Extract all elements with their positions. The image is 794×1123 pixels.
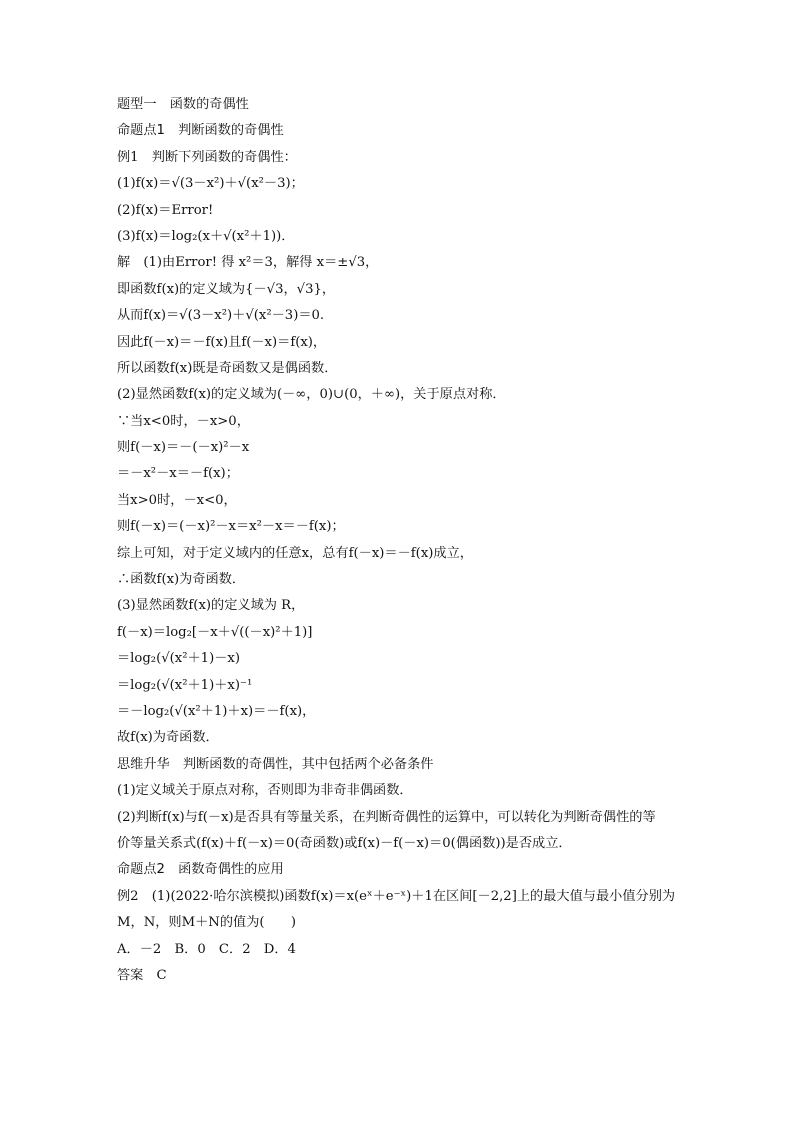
solution-line: 则f(－x)＝－(－x)²－x [117,440,250,456]
solution-line: ＝－x²－x＝－f(x)； [117,466,239,482]
solution-line: 所以函数f(x)既是奇函数又是偶函数． [117,360,338,376]
solution-line: (2)显然函数f(x)的定义域为(－∞，0)∪(0，＋∞)，关于原点对称． [117,387,506,403]
subsection-heading: 命题点2 函数奇偶性的应用 [117,862,284,878]
summary-item: (2)判断f(x)与f(－x)是否具有等量关系，在判断奇偶性的运算中，可以转化为判断奇偶性的等 [117,809,656,825]
solution-line: 故f(x)为奇函数． [117,730,219,746]
solution-line: ＝－log₂(√(x²＋1)＋x)＝－f(x)， [117,703,316,719]
question-item: (1)f(x)＝√(3－x²)＋√(x²－3)； [117,176,304,192]
solution-line: ＝log₂(√(x²＋1)＋x)⁻¹ [117,677,253,693]
solution-line: ∵当x<0时，－x>0， [117,413,250,429]
example-title: 例1 判断下列函数的奇偶性： [117,149,297,165]
summary-item: (1)定义域关于原点对称，否则即为非奇非偶函数． [117,783,413,799]
solution-line: 综上可知，对于定义域内的任意x，总有f(－x)＝－f(x)成立， [117,545,473,561]
solution-line: ＝log₂(√(x²＋1)－x) [117,651,240,667]
solution-line: ∴函数f(x)为奇函数． [117,572,246,588]
solution-line: (3)显然函数f(x)的定义域为 R， [117,598,305,614]
section-heading: 题型一 函数的奇偶性 [117,97,249,112]
document-body [117,92,687,989]
summary-item: 价等量关系式(f(x)＋f(－x)＝0(奇函数)或f(x)－f(－x)＝0(偶函数))是否成立． [117,835,572,851]
solution-line: 解 (1)由Error! 得 x²＝3，解得 x＝±√3， [117,255,379,271]
solution-line: 则f(－x)＝(－x)²－x＝x²－x＝－f(x)； [117,519,345,535]
solution-line: 即函数f(x)的定义域为{－√3，√3}， [117,281,336,297]
solution-line: f(－x)＝log₂[－x＋√((－x)²＋1)] [117,624,313,640]
answer-choices: A．－2 B．0 C．2 D．4 [117,941,296,957]
question-item: (2)f(x)＝Error! [117,202,214,218]
solution-line: 当x>0时，－x<0， [117,492,237,508]
example-question: M，N，则M＋N的值为( ) [117,915,297,931]
solution-line: 从而f(x)＝√(3－x²)＋√(x²－3)＝0. [117,308,325,324]
subsection-heading: 命题点1 判断函数的奇偶性 [117,123,284,139]
answer-line: 答案 C [117,967,167,983]
solution-line: 因此f(－x)＝－f(x)且f(－x)＝f(x)， [117,334,327,350]
example-question: 例2 (1)(2022·哈尔滨模拟)函数f(x)＝x(eˣ＋e⁻ˣ)＋1在区间[－2,2]上的最大值与最小值分别为 [117,888,676,904]
thinking-summary-heading: 思维升华 判断函数的奇偶性，其中包括两个必备条件 [117,756,434,772]
question-item: (3)f(x)＝log₂(x＋√(x²＋1))． [117,228,295,244]
